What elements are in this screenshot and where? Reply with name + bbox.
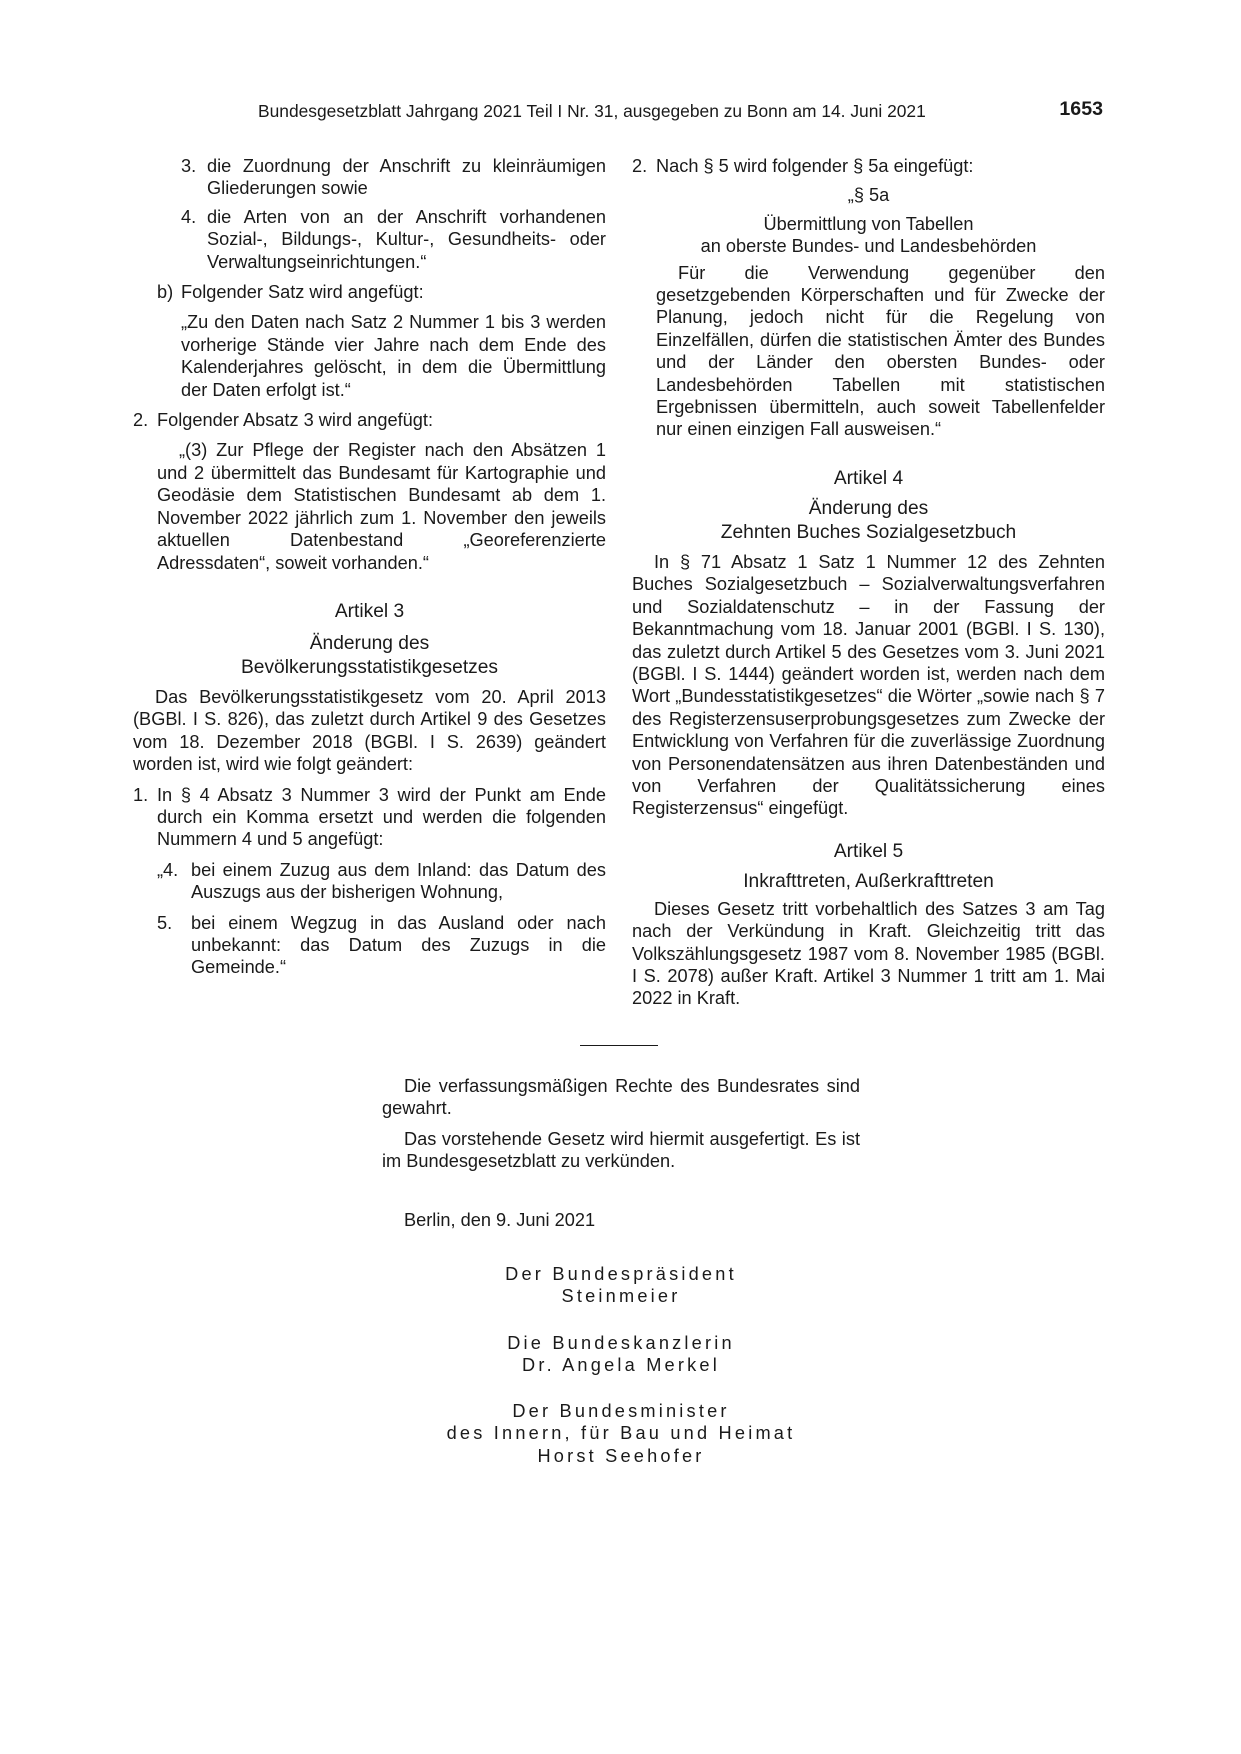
header-line: Bundesgesetzblatt Jahrgang 2021 Teil I Nr. 31, ausgegeben zu Bonn am 14. Juni 2021 <box>258 101 926 121</box>
item-text: die Zuordnung der Anschrift zu kleinräumigen Gliederungen sowie <box>207 156 606 199</box>
signatory-title: Die Bundeskanzlerin <box>507 1333 735 1353</box>
list-item-3 <box>133 155 606 200</box>
item-text: In § 4 Absatz 3 Nummer 3 wird der Punkt am Ende durch ein Komma ersetzt und werden die folgenden Nummern 4 und 5 angefügt: <box>157 784 606 850</box>
list-item-4 <box>133 206 606 273</box>
article-4-heading-line1: Änderung des <box>808 497 929 519</box>
rights-statement: Die verfassungsmäßigen Rechte des Bundesrates sind gewahrt. <box>382 1076 860 1119</box>
item-text: Nach § 5 wird folgender § 5a eingefügt: <box>656 156 974 176</box>
quote-paragraph: „(3) Zur Pflege der Register nach den Absätzen 1 und 2 übermittelt das Bundesamt für Kartographie und Geodäsie dem Statistischen Bundesamt ab dem 1. November 2022 jährlich zum 1. November den jeweils aktuellen Datenbestand „Georeferenzierte Adressdaten“, soweit vorhanden.“ <box>157 440 606 573</box>
execution-statement: Das vorstehende Gesetz wird hiermit ausgefertigt. Es ist im Bundesgesetzblatt zu verkünden. <box>382 1128 860 1172</box>
item-text: Folgender Satz wird angefügt: <box>181 282 424 303</box>
item-label: „4. <box>157 859 179 880</box>
section-5a-heading-line1: Übermittlung von Tabellen <box>763 213 974 234</box>
item-label: 2. <box>133 410 149 431</box>
article-3-title: Artikel 3 <box>334 600 405 622</box>
quote-paragraph: „Zu den Daten nach Satz 2 Nummer 1 bis 3 werden vorherige Stände vier Jahre nach dem Ende des Kalenderjahres gelöscht, in dem die Übermittlung der Daten erfolgt ist.“ <box>181 312 606 400</box>
section-5a-title: „§ 5a <box>847 185 890 206</box>
signatory-chancellor <box>382 1332 860 1377</box>
page-header <box>258 100 1103 124</box>
article-5-text: Dieses Gesetz tritt vorbehaltlich des Satzes 3 am Tag nach der Verkündung in Kraft. Gleichzeitig tritt das Volkszählungsgesetz 1987 vom 8. November 1985 (BGBl. I S. 2078) außer Kraft. Artikel 3 Nummer 1 tritt am 1. Mai 2022 in Kraft. <box>632 898 1105 1009</box>
list-item-quote-4 <box>133 859 606 904</box>
item-label: 1. <box>133 784 149 805</box>
item-label: b) <box>157 282 174 303</box>
section-5a-heading-line2: an oberste Bundes- und Landesbehörden <box>700 236 1037 257</box>
page-number: 1653 <box>1059 98 1103 120</box>
signatory-title: Der Bundesminister <box>512 1401 730 1421</box>
signatory-title-line2: des Innern, für Bau und Heimat <box>446 1423 796 1444</box>
item-text: bei einem Wegzug in das Ausland oder nach unbekannt: das Datum des Zuzugs in die Gemeinde.“ <box>191 912 606 978</box>
article-3-heading-line1: Änderung des <box>309 632 430 654</box>
left-column <box>133 155 606 979</box>
article-4-heading-line2: Zehnten Buches Sozialgesetzbuch <box>720 521 1017 543</box>
signatory-name: Steinmeier <box>561 1286 681 1307</box>
right-column <box>632 155 1105 1010</box>
place-date: Berlin, den 9. Juni 2021 <box>404 1209 596 1230</box>
article-3-heading-line2: Bevölkerungsstatistikgesetzes <box>240 656 499 678</box>
signatory-president <box>382 1263 860 1308</box>
article-4-text: In § 71 Absatz 1 Satz 1 Nummer 12 des Zehnten Buches Sozialgesetzbuch – Sozialverwaltungsverfahren und Sozialdatenschutz – in der Fassung der Bekanntmachung vom 18. Januar 2001 (BGBl. I S. 130), das zuletzt durch Artikel 5 des Gesetzes vom 3. Juni 2021 (BGBl. I S. 1444) geändert worden ist, werden nach dem Wort „Bundesstatistikgesetzes“ die Wörter „sowie nach § 7 des Registerzensuserprobungsgesetzes zum Zwecke der Entwicklung von Verfahren für die zuverlässige Zuordnung von Personendatensätzen aus ihren Datenbeständen und von Verfahren der Qualitätssicherung eines Registerzensus“ eingefügt. <box>632 551 1105 819</box>
article-5-title: Artikel 5 <box>833 840 904 862</box>
signatory-name: Dr. Angela Merkel <box>522 1355 720 1376</box>
list-item-2 <box>133 409 606 431</box>
closing-block <box>382 1075 860 1231</box>
list-item-1 <box>133 784 606 851</box>
item-text: bei einem Zuzug aus dem Inland: das Datum des Auszugs aus der bisherigen Wohnung, <box>191 859 606 903</box>
article-5-heading: Inkrafttreten, Außerkrafttreten <box>743 870 994 892</box>
article-4-title: Artikel 4 <box>833 467 904 489</box>
list-item-2 <box>632 155 1105 177</box>
item-text: die Arten von an der Anschrift vorhandenen Sozial-, Bildungs-, Kultur-, Gesundheits- oder Verwaltungseinrichtungen.“ <box>207 206 606 272</box>
item-text: Folgender Absatz 3 wird angefügt: <box>157 410 434 431</box>
list-item-quote-5 <box>133 912 606 979</box>
section-5a-text: Für die Verwendung gegenüber den gesetzgebenden Körperschaften und für Zwecke der Planung, jedoch nicht für die Regelung von Einzelfällen, dürfen die statistischen Ämter des Bundes und der Länder den obersten Bundes- oder Landesbehörden Tabellen mit statistischen Ergebnissen übermitteln, auch soweit Tabellenfelder nur einen einzigen Fall ausweisen.“ <box>656 262 1105 440</box>
article-3-intro: Das Bevölkerungsstatistikgesetz vom 20. April 2013 (BGBl. I S. 826), das zuletzt durch Artikel 9 des Gesetzes vom 18. Dezember 2018 (BGBl. I S. 2639) geändert worden ist, wird wie folgt geändert: <box>133 686 606 775</box>
signatory-title: Der Bundespräsident <box>505 1264 737 1284</box>
signatory-name: Horst Seehofer <box>537 1445 705 1466</box>
signatory-minister <box>382 1400 860 1467</box>
item-number: 3. <box>181 156 197 176</box>
divider-line <box>580 1045 658 1046</box>
item-label: 2. <box>632 156 648 176</box>
item-number: 4. <box>181 206 197 227</box>
list-item-b <box>133 281 606 303</box>
item-label: 5. <box>157 912 173 933</box>
